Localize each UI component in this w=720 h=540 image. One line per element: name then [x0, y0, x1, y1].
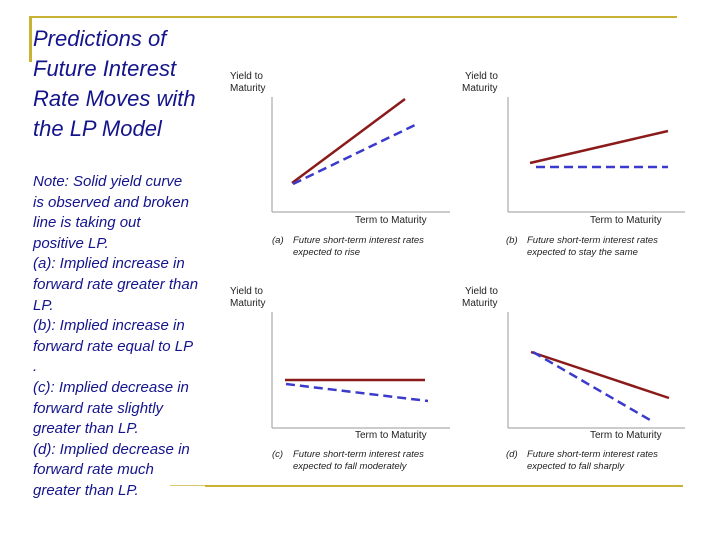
x-axis-label: Term to Maturity [355, 430, 427, 441]
note-line: forward rate equal to LP [33, 337, 194, 355]
caption-line: expected to fall moderately [293, 461, 407, 472]
caption-label: (a) [272, 235, 284, 246]
caption-line: expected to stay the same [527, 247, 638, 258]
note-line: Note: Solid yield curve [33, 173, 183, 190]
note-line: forward rate greater than [33, 275, 199, 293]
observed-yield-curve [292, 99, 405, 183]
panel-b [462, 71, 685, 258]
note-line: (b): Implied increase in [33, 317, 185, 335]
x-axis-label: Term to Maturity [590, 215, 662, 226]
y-axis-label: Yield to [465, 286, 498, 297]
panel-d [462, 286, 685, 472]
note-line: greater than LP. [33, 420, 139, 438]
y-axis-label: Yield to [230, 71, 263, 82]
note-line: greater than LP. [33, 481, 139, 499]
note-line: is observed and broken [33, 193, 189, 211]
panel-c [230, 286, 450, 472]
title-line: the LP Model [33, 116, 162, 141]
x-axis-label: Term to Maturity [590, 430, 662, 441]
note-line: positive LP. [33, 234, 109, 252]
y-axis-label: Yield to [230, 286, 263, 297]
caption-label: (b) [506, 235, 518, 246]
y-axis-label: Maturity [230, 83, 266, 94]
note-line: forward rate much [33, 461, 154, 479]
note-line: forward rate slightly [33, 399, 164, 417]
y-axis-label: Maturity [462, 298, 498, 309]
caption-label: (d) [506, 449, 518, 460]
caption-line: Future short-term interest rates [527, 449, 658, 460]
y-axis-label: Yield to [465, 71, 498, 82]
y-axis-label: Maturity [462, 83, 498, 94]
caption-line: Future short-term interest rates [293, 449, 424, 460]
title-line: Future Interest [33, 56, 177, 81]
lp-adjusted-curve [286, 384, 428, 401]
note-line: (c): Implied decrease in [33, 378, 189, 396]
x-axis-label: Term to Maturity [355, 215, 427, 226]
caption-line: Future short-term interest rates [527, 235, 658, 246]
panel-a [230, 71, 450, 258]
title-line: Rate Moves with [33, 86, 196, 111]
observed-yield-curve [530, 131, 668, 163]
caption-line: Future short-term interest rates [293, 235, 424, 246]
title-line: Predictions of [33, 26, 167, 51]
caption-line: expected to rise [293, 247, 361, 258]
note-line: . [33, 358, 38, 376]
caption-line: expected to fall sharply [527, 461, 625, 472]
note-line: LP. [33, 296, 54, 314]
note-line: line is taking out [33, 214, 141, 232]
lp-adjusted-curve [293, 125, 415, 184]
note-line: (d): Implied decrease in [33, 440, 190, 458]
caption-label: (c) [272, 449, 284, 460]
note-line: (a): Implied increase in [33, 255, 185, 273]
y-axis-label: Maturity [230, 298, 266, 309]
